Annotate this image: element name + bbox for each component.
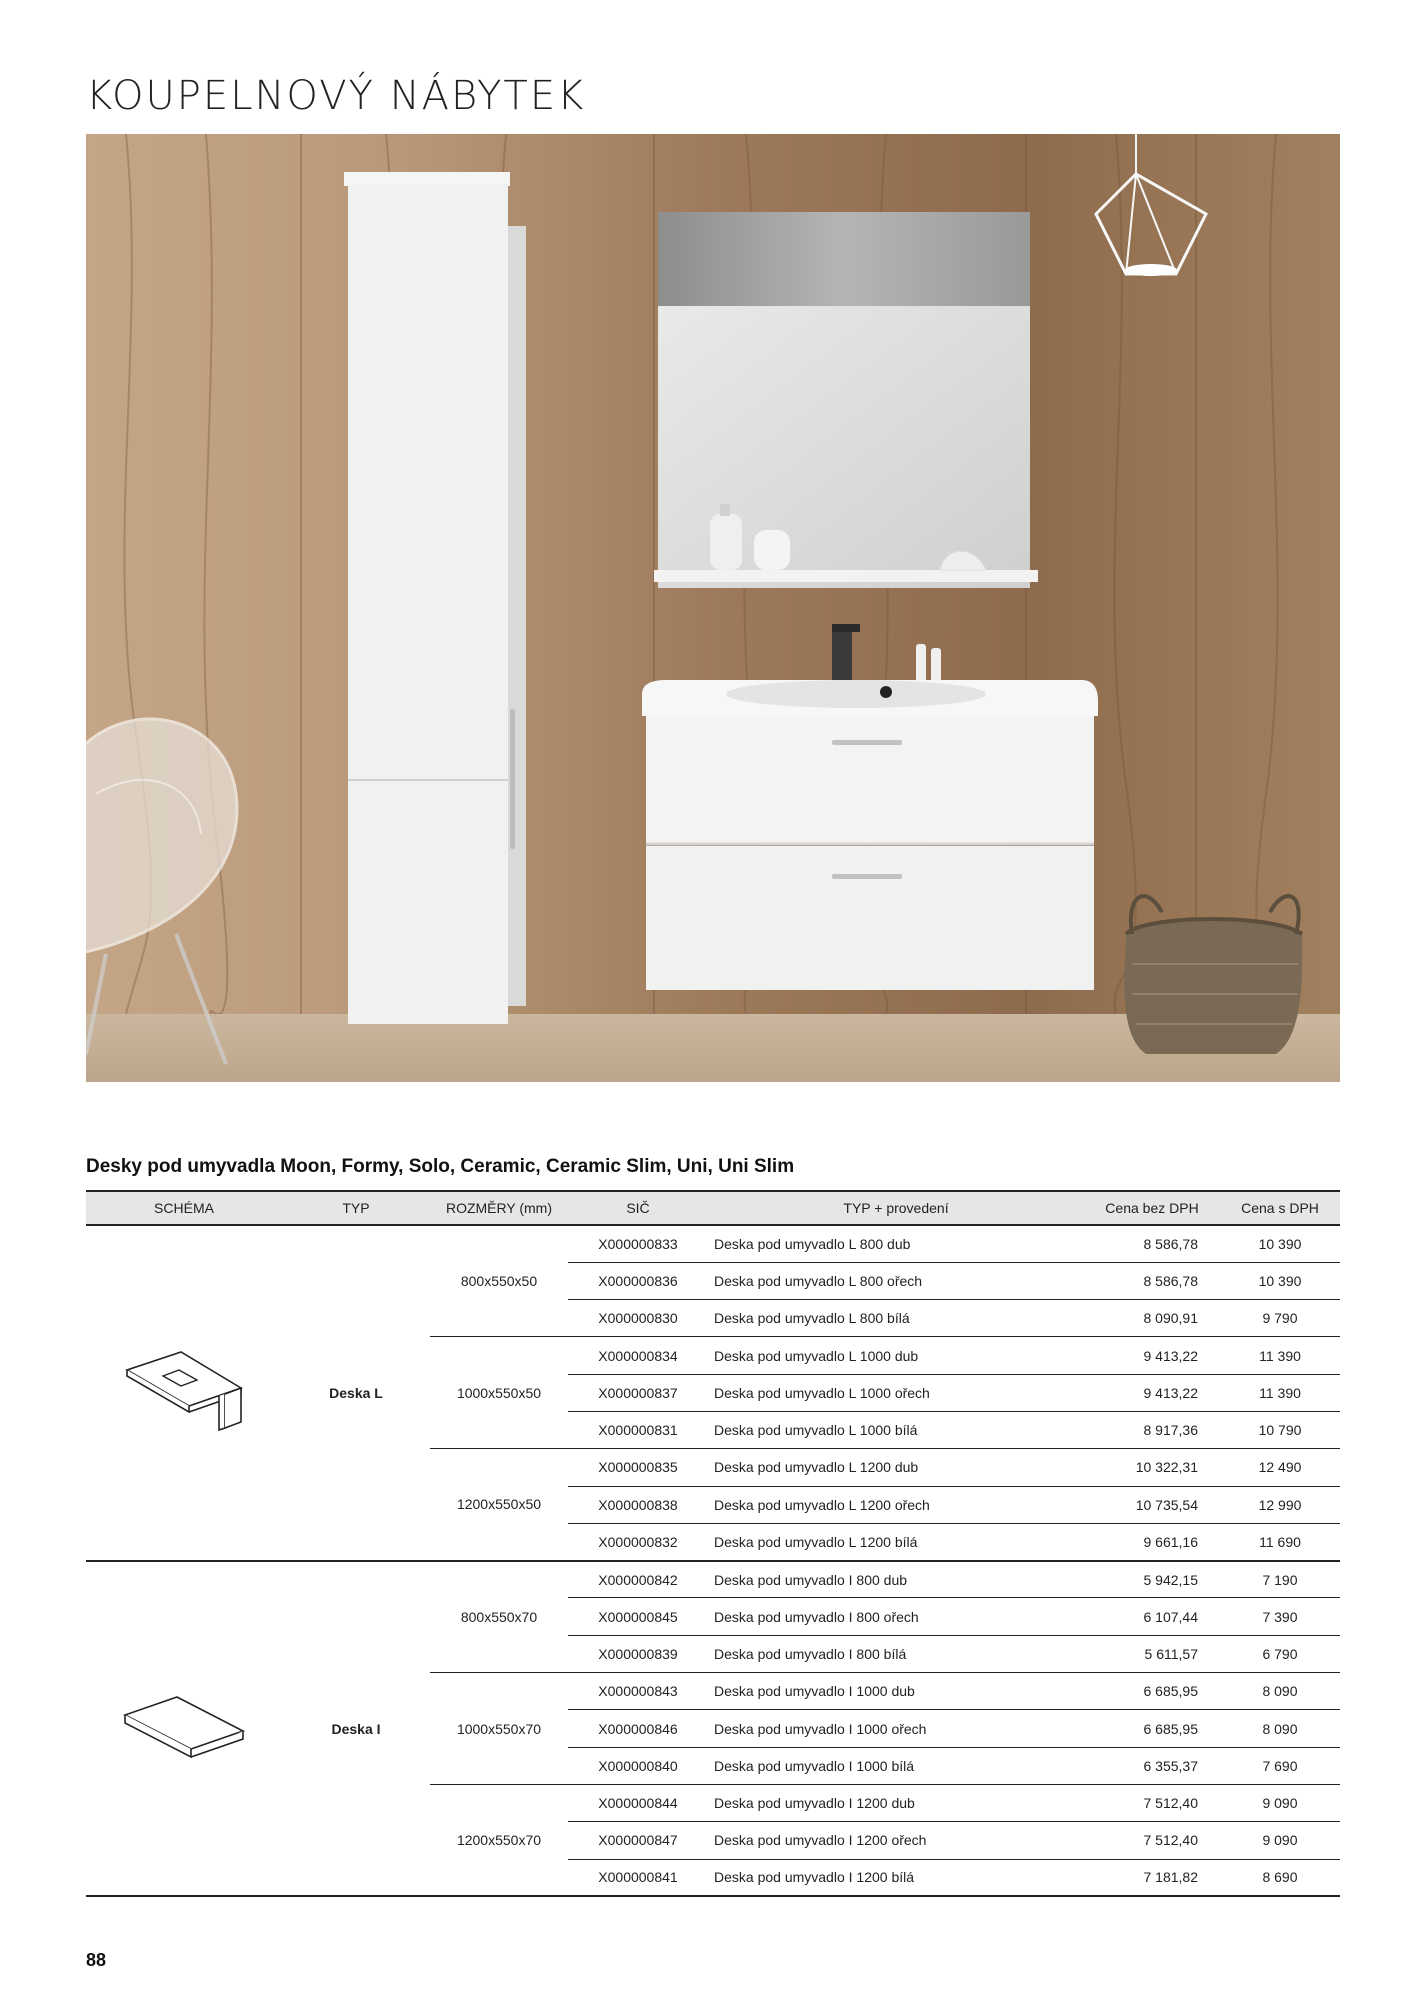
type-cell: Deska I [282,1561,430,1897]
code-cell: X000000830 [568,1300,708,1337]
code-cell: X000000842 [568,1561,708,1598]
type-cell: Deska L [282,1225,430,1561]
header-schema: SCHÉMA [86,1191,282,1225]
page-title: KOUPELNOVÝ NÁBYTEK [86,73,586,119]
deska-i-schema-icon [119,1687,249,1767]
header-cena-s-dph: Cena s DPH [1220,1191,1340,1225]
price-cell: 6 685,95 [1084,1710,1220,1747]
price-vat-cell: 8 690 [1220,1859,1340,1896]
price-cell: 8 090,91 [1084,1300,1220,1337]
price-vat-cell: 6 790 [1220,1635,1340,1672]
description-cell: Deska pod umyvadlo L 1200 ořech [708,1486,1084,1523]
table-row [86,1561,1340,1598]
description-cell: Deska pod umyvadlo I 1000 ořech [708,1710,1084,1747]
code-cell: X000000839 [568,1635,708,1672]
price-vat-cell: 7 190 [1220,1561,1340,1598]
price-vat-cell: 11 690 [1220,1523,1340,1560]
price-cell: 7 181,82 [1084,1859,1220,1896]
section-title: Desky pod umyvadla Moon, Formy, Solo, Ceramic, Ceramic Slim, Uni, Uni Slim [86,1156,795,1177]
dimension-cell: 1000x550x70 [430,1673,568,1785]
price-vat-cell: 7 390 [1220,1598,1340,1635]
description-cell: Deska pod umyvadlo I 1200 bílá [708,1859,1084,1896]
description-cell: Deska pod umyvadlo I 1200 dub [708,1784,1084,1821]
description-cell: Deska pod umyvadlo L 1200 bílá [708,1523,1084,1560]
header-rozmery: ROZMĚRY (mm) [430,1191,568,1225]
deska-l-schema-icon [119,1346,249,1436]
price-cell: 5 942,15 [1084,1561,1220,1598]
code-cell: X000000844 [568,1784,708,1821]
price-cell: 9 413,22 [1084,1337,1220,1374]
price-cell: 6 355,37 [1084,1747,1220,1784]
code-cell: X000000843 [568,1673,708,1710]
price-vat-cell: 11 390 [1220,1337,1340,1374]
price-cell: 6 685,95 [1084,1673,1220,1710]
price-vat-cell: 8 090 [1220,1710,1340,1747]
price-vat-cell: 10 390 [1220,1262,1340,1299]
header-provedeni: TYP + provedení [708,1191,1084,1225]
dimension-cell: 1200x550x70 [430,1784,568,1896]
page-number: 88 [86,1950,107,1970]
code-cell: X000000835 [568,1449,708,1486]
price-cell: 10 322,31 [1084,1449,1220,1486]
price-vat-cell: 10 390 [1220,1225,1340,1262]
description-cell: Deska pod umyvadlo I 800 dub [708,1561,1084,1598]
code-cell: X000000837 [568,1374,708,1411]
price-cell: 8 586,78 [1084,1262,1220,1299]
description-cell: Deska pod umyvadlo L 800 dub [708,1225,1084,1262]
price-vat-cell: 9 090 [1220,1822,1340,1859]
description-cell: Deska pod umyvadlo I 1200 ořech [708,1822,1084,1859]
code-cell: X000000836 [568,1262,708,1299]
code-cell: X000000841 [568,1859,708,1896]
description-cell: Deska pod umyvadlo I 1000 dub [708,1673,1084,1710]
price-vat-cell: 8 090 [1220,1673,1340,1710]
table-header-row [86,1191,1340,1225]
header-cena-bez-dph: Cena bez DPH [1084,1191,1220,1225]
dimension-cell: 1200x550x50 [430,1449,568,1561]
price-cell: 5 611,57 [1084,1635,1220,1672]
product-photo [86,134,1340,1082]
description-cell: Deska pod umyvadlo L 1000 dub [708,1337,1084,1374]
code-cell: X000000834 [568,1337,708,1374]
price-vat-cell: 9 790 [1220,1300,1340,1337]
schema-cell [86,1561,282,1897]
code-cell: X000000845 [568,1598,708,1635]
price-vat-cell: 12 490 [1220,1449,1340,1486]
price-vat-cell: 7 690 [1220,1747,1340,1784]
schema-cell [86,1225,282,1561]
products-table [86,1190,1340,1897]
dimension-cell: 1000x550x50 [430,1337,568,1449]
code-cell: X000000847 [568,1822,708,1859]
price-cell: 10 735,54 [1084,1486,1220,1523]
description-cell: Deska pod umyvadlo L 800 bílá [708,1300,1084,1337]
header-sic: SIČ [568,1191,708,1225]
price-cell: 7 512,40 [1084,1822,1220,1859]
description-cell: Deska pod umyvadlo L 1000 bílá [708,1411,1084,1448]
dimension-cell: 800x550x50 [430,1225,568,1337]
dimension-cell: 800x550x70 [430,1561,568,1673]
code-cell: X000000846 [568,1710,708,1747]
price-cell: 7 512,40 [1084,1784,1220,1821]
code-cell: X000000831 [568,1411,708,1448]
code-cell: X000000833 [568,1225,708,1262]
price-cell: 6 107,44 [1084,1598,1220,1635]
description-cell: Deska pod umyvadlo L 1200 dub [708,1449,1084,1486]
price-cell: 8 917,36 [1084,1411,1220,1448]
description-cell: Deska pod umyvadlo L 800 ořech [708,1262,1084,1299]
price-cell: 9 413,22 [1084,1374,1220,1411]
code-cell: X000000838 [568,1486,708,1523]
description-cell: Deska pod umyvadlo L 1000 ořech [708,1374,1084,1411]
code-cell: X000000840 [568,1747,708,1784]
price-cell: 9 661,16 [1084,1523,1220,1560]
code-cell: X000000832 [568,1523,708,1560]
price-vat-cell: 9 090 [1220,1784,1340,1821]
price-vat-cell: 12 990 [1220,1486,1340,1523]
description-cell: Deska pod umyvadlo I 800 ořech [708,1598,1084,1635]
description-cell: Deska pod umyvadlo I 1000 bílá [708,1747,1084,1784]
price-vat-cell: 11 390 [1220,1374,1340,1411]
price-vat-cell: 10 790 [1220,1411,1340,1448]
description-cell: Deska pod umyvadlo I 800 bílá [708,1635,1084,1672]
price-cell: 8 586,78 [1084,1225,1220,1262]
table-row [86,1225,1340,1262]
header-typ: TYP [282,1191,430,1225]
